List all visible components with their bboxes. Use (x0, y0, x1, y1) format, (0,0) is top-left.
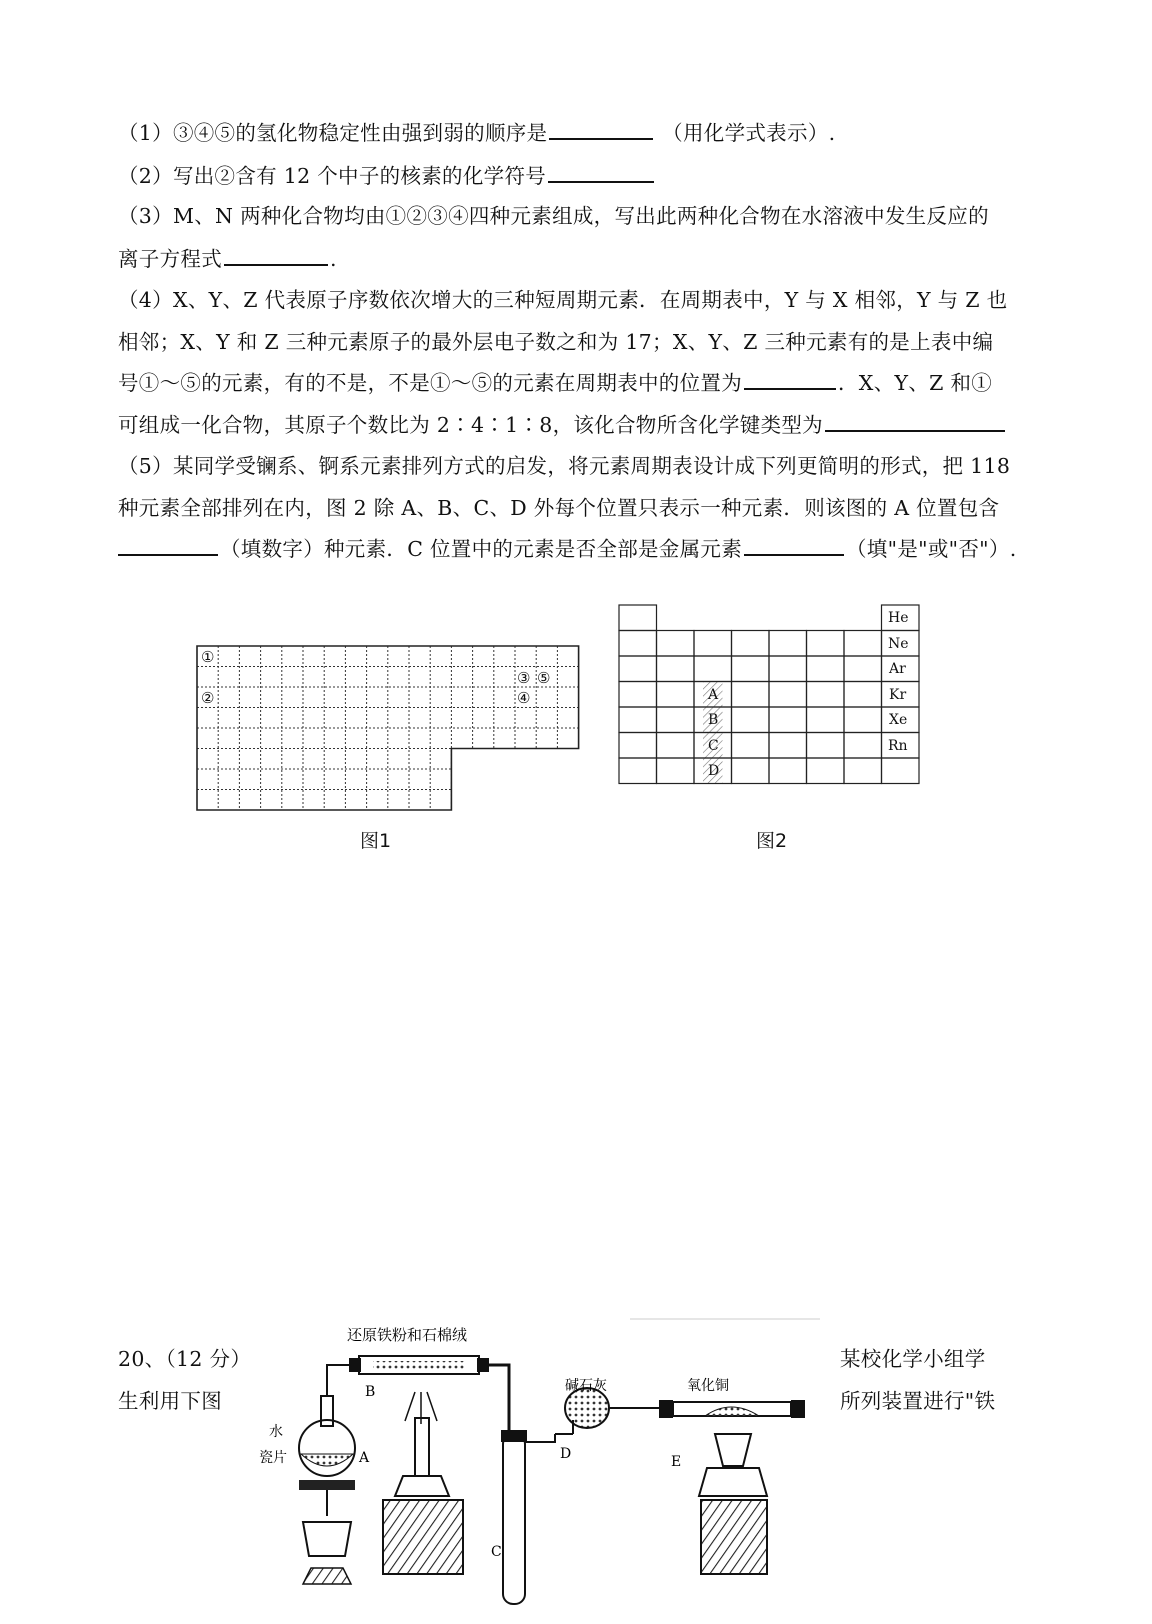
table-cell (807, 631, 845, 657)
table-cell (769, 631, 807, 657)
table-cell (769, 758, 807, 784)
table-cell (657, 631, 695, 657)
element-ne: Ne (888, 636, 909, 652)
question-4-line1: （4）X、Y、Z 代表原子序数依次增大的三种短周期元素．在周期表中，Y 与 X 相邻，Y 与 Z 也 (118, 288, 1008, 312)
table-cell (769, 682, 807, 708)
label-soda-lime: 碱石灰 (565, 1378, 607, 1394)
table-cell (769, 707, 807, 733)
burner-middle (395, 1476, 449, 1496)
question-4-line4: 可组成一化合物，其原子个数比为 2∶4∶1∶8，该化合物所含化学键类型为 (118, 408, 1007, 438)
answer-blank[interactable] (549, 137, 653, 140)
table-cell (732, 682, 770, 708)
question-5-line2: 种元素全部排列在内，图 2 除 A、B、C、D 外每个位置只表示一种元素．则该图的 A 位置包含 (118, 496, 1000, 520)
question-20-left2: 生利用下图 (118, 1389, 222, 1413)
marker-1: ① (201, 648, 215, 666)
answer-blank[interactable] (224, 263, 328, 266)
question-5-line3: （填数字）种元素．C 位置中的元素是否全部是金属元素 （填"是"或"否"）. (118, 532, 1017, 562)
table-cell (807, 656, 845, 682)
table-cell (844, 682, 882, 708)
table-cell (619, 682, 657, 708)
table-cell (807, 733, 845, 759)
apparatus-diagram (255, 1316, 825, 1622)
table-cell (619, 631, 657, 657)
question-20-left1: 20、（12 分） (118, 1347, 252, 1371)
table-cell (732, 656, 770, 682)
flask-stand (299, 1480, 355, 1490)
label-copper-oxide: 氧化铜 (687, 1378, 729, 1394)
iron-powder (373, 1361, 465, 1369)
label-a: A (359, 1450, 370, 1466)
label-porcelain-chips: 瓷片 (259, 1450, 287, 1466)
question-4-line3: 号①～⑤的元素，有的不是，不是①～⑤的元素在周期表中的位置为 ．X、Y、Z 和① (118, 371, 993, 395)
answer-blank[interactable] (744, 553, 844, 556)
table-cell (694, 656, 732, 682)
marker-4: ④ (517, 689, 531, 707)
question-3-line2: 离子方程式 . (118, 247, 337, 271)
element-rn: Rn (888, 738, 908, 754)
table-cell (657, 758, 695, 784)
element-ar: Ar (889, 661, 906, 677)
table-cell (732, 707, 770, 733)
wood-block-middle (383, 1500, 463, 1574)
burner-left (303, 1522, 351, 1556)
table-cell (882, 758, 920, 784)
question-4-line2: 相邻；X、Y 和 Z 三种元素原子的最外层电子数之和为 17；X、Y、Z 三种元素有的是上表中编 (118, 330, 994, 354)
marker-3: ③ (517, 669, 531, 687)
position-a: A (708, 687, 719, 703)
burner-right (715, 1434, 751, 1466)
wood-block-right (701, 1500, 767, 1574)
label-iron-asbestos: 还原铁粉和石棉绒 (347, 1326, 468, 1344)
drying-tube-d (565, 1388, 609, 1428)
label-b: B (365, 1384, 376, 1400)
table-cell (657, 707, 695, 733)
position-c: C (708, 738, 719, 754)
table-cell (694, 631, 732, 657)
table-cell (807, 758, 845, 784)
test-tube-c (503, 1434, 525, 1604)
table-cell (844, 733, 882, 759)
table-cell (732, 733, 770, 759)
label-c: C (491, 1544, 502, 1560)
table-cell (807, 682, 845, 708)
question-1: （1）③④⑤的氢化物稳定性由强到弱的顺序是 （用化学式表示）. (118, 121, 836, 145)
marker-2: ② (201, 689, 215, 707)
figure-2-table (618, 604, 920, 786)
answer-blank[interactable] (744, 387, 836, 390)
table-cell (844, 631, 882, 657)
question-5-line1: （5）某同学受镧系、锕系元素排列方式的启发，将元素周期表设计成下列更简明的形式，把 118 (118, 454, 1011, 478)
table-cell (619, 758, 657, 784)
question-20-right2: 所列装置进行"铁 (840, 1389, 996, 1413)
answer-blank[interactable] (118, 553, 218, 556)
table-cell (657, 733, 695, 759)
figure-1-caption: 图1 (360, 830, 392, 852)
label-d: D (560, 1446, 572, 1462)
table-cell (657, 682, 695, 708)
position-d: D (708, 763, 720, 779)
answer-blank[interactable] (825, 429, 1005, 432)
question-3-line1: （3）M、N 两种化合物均由①②③④四种元素组成，写出此两种化合物在水溶液中发生反应的 (118, 204, 989, 228)
table-cell (844, 707, 882, 733)
table-cell (619, 707, 657, 733)
answer-blank[interactable] (548, 180, 654, 183)
question-20-right1: 某校化学小组学 (840, 1347, 986, 1371)
table-cell (732, 631, 770, 657)
table-cell (769, 656, 807, 682)
table-cell (844, 758, 882, 784)
figure-2-caption: 图2 (756, 830, 788, 852)
element-kr: Kr (889, 687, 907, 703)
marker-5: ⑤ (537, 669, 551, 687)
flask-a (299, 1420, 355, 1476)
element-xe: Xe (889, 712, 908, 728)
table-cell (657, 656, 695, 682)
table-cell (769, 733, 807, 759)
stopper-right (477, 1358, 489, 1372)
question-2: （2）写出②含有 12 个中子的核素的化学符号 (118, 159, 656, 189)
table-cell (732, 758, 770, 784)
position-b: B (708, 712, 719, 728)
element-he: He (888, 610, 909, 626)
table-cell (807, 707, 845, 733)
table-cell (844, 656, 882, 682)
label-water: 水 (269, 1424, 283, 1440)
table-cell (619, 733, 657, 759)
label-e: E (671, 1454, 682, 1470)
table-cell (619, 605, 657, 631)
table-cell (619, 656, 657, 682)
stopper-left (349, 1358, 361, 1372)
